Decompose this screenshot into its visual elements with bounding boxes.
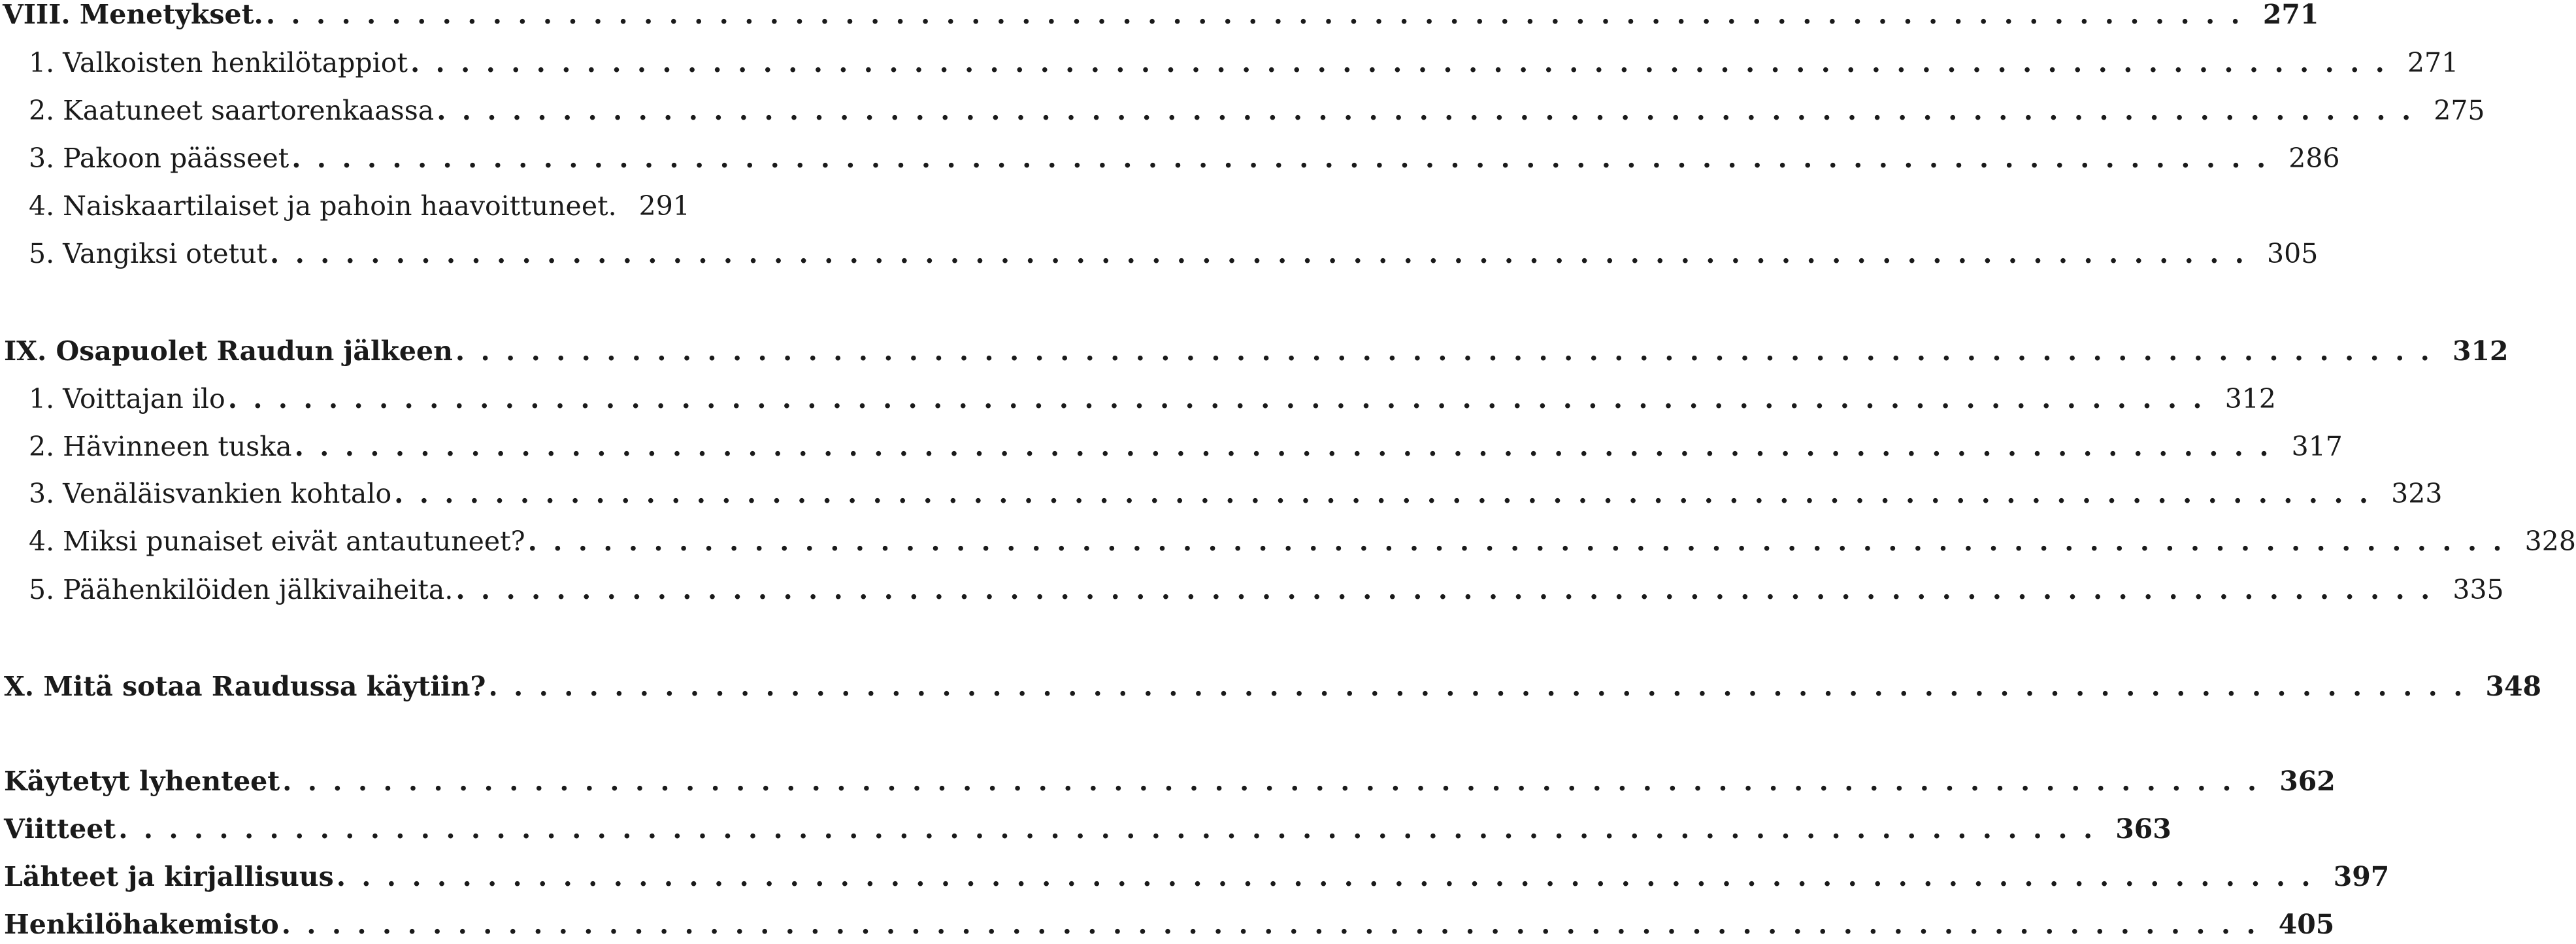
toc-entry-page: 348 bbox=[2485, 671, 2542, 702]
toc-entry-notes bbox=[0, 809, 2171, 849]
dot-leader bbox=[437, 91, 2414, 130]
toc-entry-title: 5. Päähenkilöiden jälkivaiheita. bbox=[29, 574, 454, 605]
toc-entry-index bbox=[0, 905, 2335, 944]
toc-entry-title: 4. Naiskaartilaiset ja pahoin haavoittuneet. bbox=[29, 190, 617, 222]
toc-entry-page: 291 bbox=[638, 190, 690, 222]
dot-leader bbox=[282, 905, 2259, 944]
dot-leader bbox=[488, 667, 2466, 706]
toc-entry-section bbox=[0, 474, 2443, 513]
dot-leader bbox=[282, 762, 2260, 801]
toc-entry-section bbox=[0, 186, 690, 226]
toc-entry-title: 5. Vangiksi otetut bbox=[29, 238, 268, 269]
toc-entry-page: 286 bbox=[2288, 143, 2340, 174]
toc-entry-page: 271 bbox=[2407, 47, 2459, 78]
toc-entry-chapter-viii bbox=[0, 0, 2319, 34]
dot-leader bbox=[394, 474, 2371, 513]
toc-entry-title: Viitteet bbox=[4, 813, 116, 845]
toc-entry-page: 335 bbox=[2452, 574, 2504, 605]
toc-entry-section bbox=[0, 379, 2276, 418]
dot-leader bbox=[337, 857, 2314, 896]
toc-entry-title: 2. Kaatuneet saartorenkaassa bbox=[29, 95, 435, 126]
toc-entry-section bbox=[0, 234, 2319, 273]
dot-leader bbox=[528, 522, 2505, 561]
toc-entry-section bbox=[0, 427, 2343, 466]
toc-entry-abbreviations bbox=[0, 762, 2336, 801]
toc-entry-title: Henkilöhakemisto bbox=[4, 909, 279, 940]
dot-leader bbox=[455, 570, 2433, 609]
dot-leader bbox=[410, 43, 2388, 82]
toc-entry-title: VIII. Menetykset. bbox=[3, 0, 263, 30]
toc-entry-title: IX. Osapuolet Raudun jälkeen bbox=[4, 335, 453, 367]
toc-entry-page: 312 bbox=[2452, 335, 2509, 367]
toc-entry-title: 1. Valkoisten henkilötappiot bbox=[29, 47, 408, 78]
toc-entry-page: 405 bbox=[2278, 909, 2335, 940]
toc-entry-page: 275 bbox=[2434, 95, 2485, 126]
toc-entry-title: 4. Miksi punaiset eivät antautuneet? bbox=[29, 526, 525, 557]
toc-entry-section bbox=[0, 43, 2459, 82]
toc-entry-section bbox=[0, 91, 2485, 130]
toc-entry-chapter-ix bbox=[0, 331, 2509, 371]
dot-leader bbox=[118, 809, 2096, 849]
toc-entry-title: 2. Hävinneen tuska bbox=[29, 431, 292, 462]
toc-entry-section bbox=[0, 570, 2504, 609]
toc-entry-page: 323 bbox=[2391, 478, 2443, 509]
toc-entry-page: 271 bbox=[2262, 0, 2319, 30]
toc-entry-title: X. Mitä sotaa Raudussa käytiin? bbox=[4, 671, 486, 702]
dot-leader bbox=[291, 139, 2269, 178]
toc-entry-page: 362 bbox=[2279, 766, 2336, 797]
toc-entry-title: Käytetyt lyhenteet bbox=[4, 766, 280, 797]
toc-entry-page: 305 bbox=[2267, 238, 2319, 269]
toc-entry-title: 3. Venäläisvankien kohtalo bbox=[29, 478, 392, 509]
dot-leader bbox=[455, 331, 2433, 371]
dot-leader bbox=[266, 0, 2243, 34]
toc-entry-section bbox=[0, 522, 2576, 561]
toc-entry-title: 1. Voittajan ilo bbox=[29, 383, 225, 414]
toc-entry-page: 397 bbox=[2333, 861, 2390, 892]
toc-entry-chapter-x bbox=[0, 667, 2542, 706]
toc-entry-sources bbox=[0, 857, 2390, 896]
toc-entry-title: Lähteet ja kirjallisuus bbox=[4, 861, 334, 892]
dot-leader bbox=[270, 234, 2247, 273]
toc-entry-title: 3. Pakoon päässeet bbox=[29, 143, 289, 174]
toc-entry-section bbox=[0, 139, 2340, 178]
toc-entry-page: 317 bbox=[2291, 431, 2343, 462]
dot-leader bbox=[228, 379, 2205, 418]
dot-leader bbox=[295, 427, 2272, 466]
toc-entry-page: 312 bbox=[2224, 383, 2276, 414]
toc-entry-page: 363 bbox=[2115, 813, 2171, 845]
toc-entry-page: 328 bbox=[2524, 526, 2576, 557]
